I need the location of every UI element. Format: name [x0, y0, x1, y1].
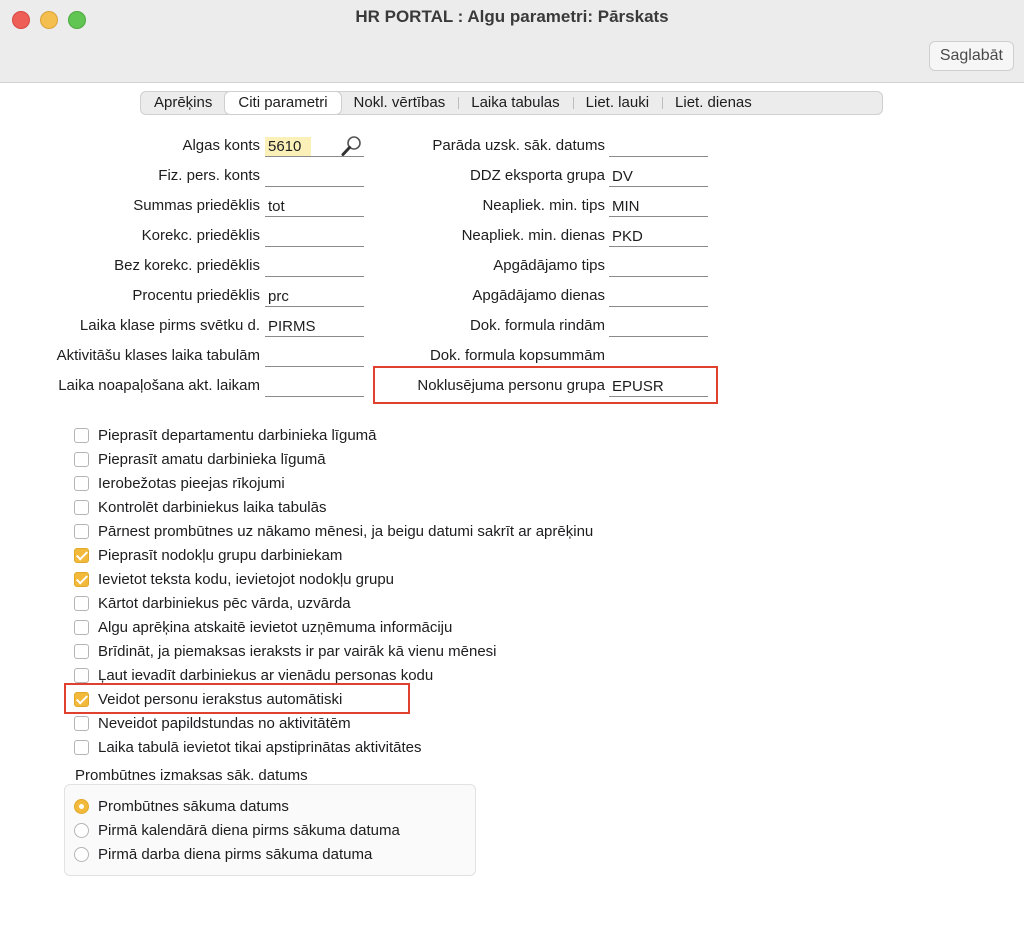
korekc-priedeklis-label: Korekc. priedēklis [141, 227, 260, 244]
highlight-box-personu-ierakstus [64, 683, 410, 714]
checkbox-row-nodoklu-grupu[interactable] [74, 544, 342, 566]
checkbox[interactable] [74, 500, 89, 515]
radio[interactable] [74, 823, 89, 838]
checkbox-label: Pieprasīt nodokļu grupu darbiniekam [98, 546, 343, 564]
apgadajamo-tips-label: Apgādājamo tips [493, 257, 605, 274]
checkbox-label: Brīdināt, ja piemaksas ieraksts ir par vairāk kā vienu mēnesi [98, 642, 497, 660]
tab-liet-lauki[interactable]: Liet. lauki [573, 92, 662, 114]
apgadajamo-tips-field[interactable] [609, 257, 708, 277]
tab-bar [140, 91, 883, 115]
radio-label: Pirmā kalendārā diena pirms sākuma datuma [98, 821, 400, 839]
checkbox-label: Ievietot teksta kodu, ievietojot nodokļu grupu [98, 570, 395, 588]
radio-row-prombutnes-sakuma[interactable] [74, 795, 289, 817]
summas-priedeklis-field[interactable]: tot [265, 197, 364, 217]
bez-korekc-priedeklis-field[interactable] [265, 257, 364, 277]
laika-klase-pirms-svetku-label: Laika klase pirms svētku d. [79, 317, 260, 334]
parada-uzsk-sak-datums-field[interactable] [609, 137, 708, 157]
ddz-eksporta-grupa-label: DDZ eksporta grupa [469, 167, 605, 184]
checkbox-row-bridinat[interactable] [74, 640, 497, 662]
bez-korekc-priedeklis-label: Bez korekc. priedēklis [114, 257, 260, 274]
fiz-pers-konts-field[interactable] [265, 167, 364, 187]
dok-formula-rindam-field[interactable] [609, 317, 708, 337]
checkbox-label: Kontrolēt darbiniekus laika tabulās [98, 498, 327, 516]
checkbox[interactable] [74, 596, 89, 611]
checkbox[interactable] [74, 716, 89, 731]
procentu-priedeklis-label: Procentu priedēklis [132, 287, 260, 304]
apgadajamo-dienas-label: Apgādājamo dienas [472, 287, 605, 304]
checkbox-row-ierobezotas[interactable] [74, 472, 285, 494]
radio-label: Prombūtnes sākuma datums [98, 797, 289, 815]
algas-konts-label: Algas konts [182, 137, 260, 154]
ddz-eksporta-grupa-field[interactable]: DV [609, 167, 708, 187]
checkbox-label: Veidot personu ierakstus automātiski [98, 690, 343, 708]
window-title: HR PORTAL : Algu parametri: Pārskats [355, 7, 669, 26]
radio-row-kalendara-diena[interactable] [74, 819, 400, 841]
noklusejuma-personu-grupa-label: Noklusējuma personu grupa [417, 377, 605, 394]
radio[interactable] [74, 847, 89, 862]
checkbox-label: Pieprasīt amatu darbinieka līgumā [98, 450, 326, 468]
checkbox-checked[interactable] [74, 572, 89, 587]
checkbox[interactable] [74, 428, 89, 443]
neapliek-min-tips-field[interactable]: MIN [609, 197, 708, 217]
highlight-box-personu-grupa [373, 366, 718, 404]
tab-liet-dienas[interactable]: Liet. dienas [662, 92, 765, 114]
tab-citi-parametri[interactable]: Citi parametri [225, 92, 340, 114]
checkbox-row-apstiprinatas[interactable] [74, 736, 422, 758]
checkbox-row-amatu[interactable] [74, 448, 326, 470]
checkbox-label: Neveidot papildstundas no aktivitātēm [98, 714, 351, 732]
lookup-magnifier-icon[interactable] [340, 135, 364, 157]
checkbox[interactable] [74, 644, 89, 659]
korekc-priedeklis-field[interactable] [265, 227, 364, 247]
checkbox[interactable] [74, 620, 89, 635]
algas-konts-field[interactable]: 5610 [265, 137, 311, 157]
radio-selected[interactable] [74, 799, 89, 814]
neapliek-min-dienas-label: Neapliek. min. dienas [461, 227, 605, 244]
laika-klase-pirms-svetku-field[interactable]: PIRMS [265, 317, 364, 337]
checkbox-label: Kārtot darbiniekus pēc vārda, uzvārda [98, 594, 351, 612]
checkbox-row-kartot[interactable] [74, 592, 351, 614]
dok-formula-kopsummam-label: Dok. formula kopsummām [429, 347, 605, 364]
save-button[interactable]: Saglabāt [929, 41, 1014, 71]
checkbox[interactable] [74, 668, 89, 683]
checkbox-row-departamentu[interactable] [74, 424, 377, 446]
apgadajamo-dienas-field[interactable] [609, 287, 708, 307]
noklusejuma-personu-grupa-field[interactable]: EPUSR [609, 377, 708, 397]
checkbox-label: Ierobežotas pieejas rīkojumi [98, 474, 285, 492]
checkbox-row-papildstundas[interactable] [74, 712, 351, 734]
procentu-priedeklis-field[interactable]: prc [265, 287, 364, 307]
checkbox-row-kontrolet[interactable] [74, 496, 326, 518]
checkbox[interactable] [74, 524, 89, 539]
title-bar [0, 0, 1024, 83]
laika-noapalosana-field[interactable] [265, 377, 364, 397]
tab-aprekins[interactable]: Aprēķins [154, 94, 213, 111]
aktivitasu-klases-field[interactable] [265, 347, 364, 367]
absence-section-title: Prombūtnes izmaksas sāk. datums [75, 767, 308, 784]
checkbox-row-parnest[interactable] [74, 520, 593, 542]
checkbox-label: Pieprasīt departamentu darbinieka līgumā [98, 426, 377, 444]
laika-noapalosana-label: Laika noapaļošana akt. laikam [58, 377, 260, 394]
checkbox[interactable] [74, 452, 89, 467]
aktivitasu-klases-label: Aktivitāšu klases laika tabulām [56, 347, 260, 364]
dok-formula-rindam-label: Dok. formula rindām [469, 317, 605, 334]
radio-label: Pirmā darba diena pirms sākuma datuma [98, 845, 373, 863]
parada-uzsk-sak-datums-label: Parāda uzsk. sāk. datums [432, 137, 605, 154]
tab-nokl-vertibas[interactable]: Nokl. vērtības [353, 94, 446, 111]
checkbox[interactable] [74, 740, 89, 755]
checkbox-row-teksta-kodu[interactable] [74, 568, 394, 590]
fiz-pers-konts-label: Fiz. pers. konts [158, 167, 260, 184]
checkbox-label: Laika tabulā ievietot tikai apstiprinātas aktivitātes [98, 738, 422, 756]
checkbox-row-uznemuma-info[interactable] [74, 616, 452, 638]
tab-laika-tabulas[interactable]: Laika tabulas [458, 92, 572, 114]
neapliek-min-tips-label: Neapliek. min. tips [482, 197, 605, 214]
neapliek-min-dienas-field[interactable]: PKD [609, 227, 708, 247]
checkbox-checked[interactable] [74, 548, 89, 563]
checkbox[interactable] [74, 476, 89, 491]
summas-priedeklis-label: Summas priedēklis [133, 197, 260, 214]
checkbox-label: Ļaut ievadīt darbiniekus ar vienādu personas kodu [98, 666, 434, 684]
checkbox-label: Pārnest prombūtnes uz nākamo mēnesi, ja beigu datumi sakrīt ar aprēķinu [98, 522, 594, 540]
radio-row-darba-diena[interactable] [74, 843, 372, 865]
checkbox-label: Algu aprēķina atskaitē ievietot uzņēmuma informāciju [98, 618, 453, 636]
